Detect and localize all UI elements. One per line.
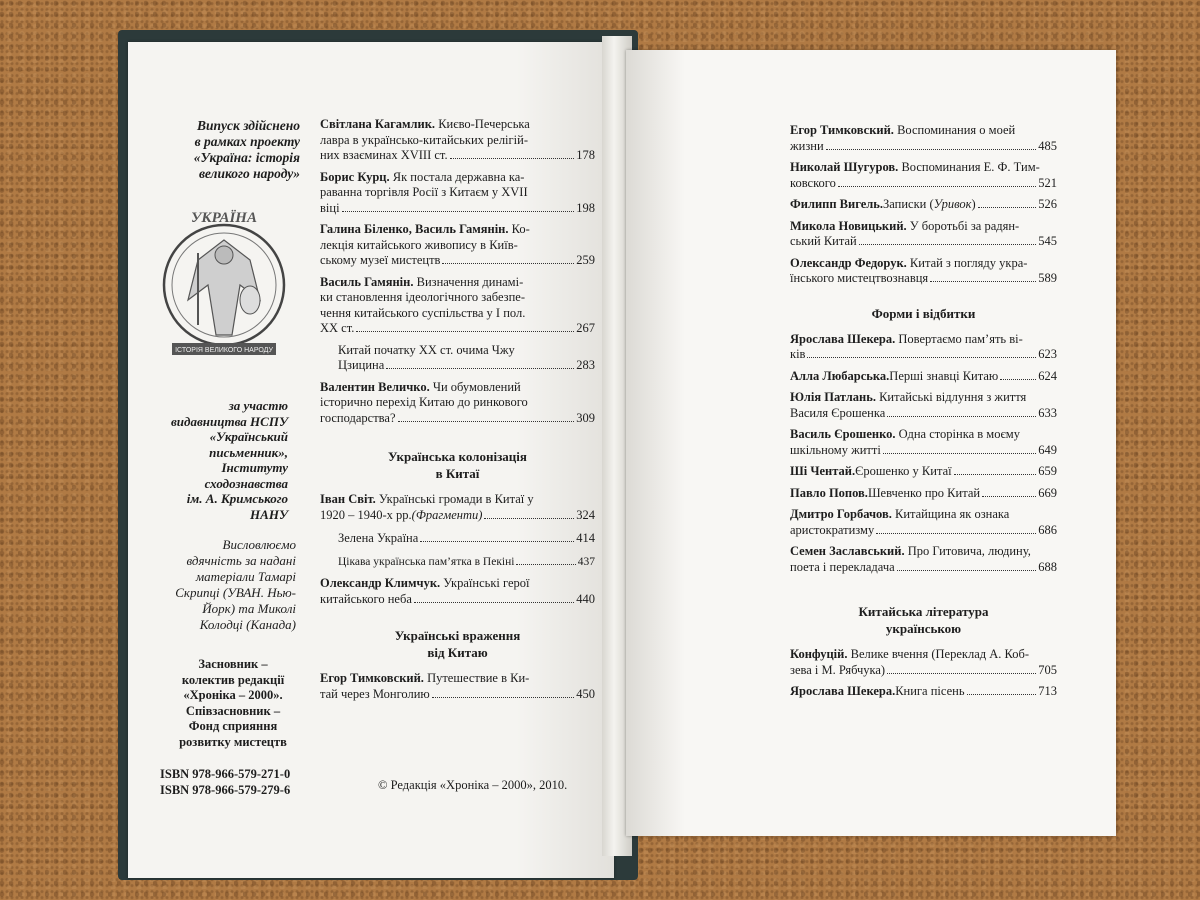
toc-entry: [320, 531, 595, 547]
leader-dots: [826, 149, 1037, 150]
toc-entry: [320, 343, 595, 374]
toc-author: Конфуцій.: [790, 647, 848, 661]
toc-right-page: [790, 123, 1057, 706]
partners-line: сходознавства: [204, 475, 288, 491]
toc-entry: [790, 647, 1057, 678]
toc-title: У боротьбі за радян-: [906, 218, 1020, 233]
toc-author: Дмитро Горбачов.: [790, 507, 892, 521]
partners-line: Інституту: [221, 460, 288, 475]
toc-page-number: 309: [576, 410, 595, 425]
toc-title-italic: (Фрагменти): [411, 507, 483, 522]
leader-dots: [414, 602, 574, 603]
toc-title: Велике вчення (Переклад А. Коб-: [847, 647, 1030, 661]
toc-title-line: раванна торгівля Росії з Китаєм у XVII: [320, 185, 528, 199]
toc-entry: [320, 576, 595, 607]
toc-page-number: 624: [1038, 368, 1057, 383]
toc-page-number: 545: [1038, 234, 1057, 248]
leader-dots: [342, 211, 575, 212]
toc-page-number: 324: [576, 507, 595, 522]
section-title-line: Китайська література: [858, 604, 989, 619]
toc-title: Книга пісень: [895, 684, 965, 698]
toc-entry: [790, 197, 1057, 213]
toc-page-number: 437: [577, 555, 595, 568]
toc-entry: [320, 170, 595, 217]
toc-title: Києво-Печерська: [435, 117, 530, 131]
toc-page-number: 623: [1038, 347, 1057, 361]
copyright-notice: © Редакція «Хроніка – 2000», 2010.: [378, 778, 568, 792]
leader-dots: [967, 694, 1037, 695]
acknowledgement-line: Скрипці (УВАН. Нью-: [175, 585, 296, 600]
toc-entry: [790, 684, 1057, 700]
acknowledgement-line: вдячність за надані: [186, 553, 296, 568]
toc-title: Про Гитовича, людину,: [904, 544, 1031, 558]
founder-line: Співзасновник –: [185, 703, 281, 718]
acknowledgement-line: Колодці (Канада): [199, 617, 296, 632]
toc-title-line: ків: [790, 347, 806, 361]
leader-dots: [450, 158, 575, 159]
toc-title-line: шкільному житті: [790, 442, 881, 457]
toc-page-number: 669: [1038, 485, 1057, 500]
toc-title: Воспоминания о моей: [893, 123, 1016, 137]
partners-line: «Український: [209, 429, 288, 444]
leader-dots: [432, 697, 575, 698]
leader-dots: [887, 416, 1036, 417]
toc-entry: [790, 544, 1057, 575]
toc-author: Ші Чентай.: [790, 464, 856, 478]
toc-page-number: 198: [576, 200, 595, 215]
toc-page-number: 440: [576, 591, 595, 606]
toc-entry: [320, 222, 595, 269]
partners-line: письменник»,: [209, 444, 288, 460]
leader-dots: [484, 518, 574, 519]
toc-author: Борис Курц.: [320, 169, 390, 184]
partners-line: НАНУ: [250, 506, 288, 522]
leader-dots: [883, 453, 1036, 454]
imprint-line: «Україна: історія: [193, 150, 300, 165]
toc-title-line: ки становлення ідеологічного забезпе-: [320, 290, 526, 304]
toc-author: Филипп Вигель.: [790, 197, 884, 211]
toc-title: Єрошенко у Китаї: [855, 464, 952, 478]
toc-title-line: віці: [320, 200, 340, 215]
leader-dots: [897, 570, 1037, 571]
leader-dots: [887, 673, 1036, 674]
toc-title: Китайщина як ознака: [891, 507, 1010, 521]
leader-dots: [356, 331, 574, 332]
toc-author: Іван Світ.: [320, 492, 376, 506]
toc-page-number: 688: [1038, 559, 1057, 574]
leader-dots: [442, 263, 574, 264]
toc-author: Ярослава Шекера.: [790, 684, 896, 698]
toc-title-line: жизни: [790, 138, 824, 153]
toc-author: Николай Шугуров.: [790, 160, 899, 174]
leader-dots: [978, 207, 1037, 208]
toc-entry: [790, 390, 1057, 421]
toc-title: Китайські відлуння з життя: [875, 390, 1027, 404]
toc-title-line: чення китайського суспільства у І пол.: [320, 305, 526, 320]
section-title-line: українською: [885, 621, 962, 636]
toc-page-number: 414: [576, 531, 595, 545]
imprint-line: великого народу»: [199, 166, 300, 181]
toc-entry: [790, 256, 1057, 287]
leader-dots: [398, 421, 575, 422]
project-imprint: [140, 118, 300, 182]
toc-title-line: XX ст.: [320, 321, 355, 335]
toc-left-page: [320, 117, 595, 708]
toc-page-number: 450: [576, 686, 595, 701]
toc-title: Українські герої: [440, 576, 530, 590]
toc-title: ): [971, 197, 976, 211]
toc-entry: [320, 555, 595, 571]
toc-title-line: господарства?: [320, 410, 396, 425]
toc-title: Українські громади в Китаї у: [375, 492, 534, 506]
section-title-line: в Китаї: [435, 466, 480, 481]
founder-block: [160, 657, 306, 750]
leader-dots: [807, 357, 1036, 358]
toc-page-number: 485: [1038, 138, 1057, 153]
acknowledgement-line: матеріали Тамарі: [195, 569, 296, 584]
toc-title-line: їнського мистецтвознавця: [790, 271, 929, 285]
leader-dots: [876, 533, 1036, 534]
toc-page-number: 259: [576, 253, 595, 267]
toc-title-line: Цзицина: [338, 358, 385, 372]
imprint-line: Випуск здійснено: [197, 118, 300, 133]
toc-entry: [790, 427, 1057, 458]
toc-entry: [790, 332, 1057, 363]
toc-author: Світлана Кагамлик.: [320, 117, 436, 131]
toc-title-line: китайського неба: [320, 591, 412, 606]
leader-dots: [1000, 379, 1036, 380]
toc-title-line: ському музеї мистецтв: [320, 253, 441, 267]
toc-title-line: ський Китай: [790, 234, 857, 248]
toc-title: Ко-: [508, 222, 530, 236]
toc-author: Галина Біленко, Василь Гамянін.: [320, 222, 509, 236]
project-emblem-icon: [158, 205, 290, 360]
isbn-number: ISBN 978-966-579-271-0: [160, 767, 291, 781]
acknowledgement-line: Висловлюємо: [222, 537, 296, 552]
toc-title: Китай початку XX ст. очима Чжу: [338, 342, 515, 357]
toc-page-number: 659: [1038, 464, 1057, 478]
section-title-line: від Китаю: [427, 645, 488, 660]
imprint-block: [140, 118, 300, 182]
section-title-line: Українська колонізація: [388, 449, 527, 464]
toc-entry: [790, 486, 1057, 502]
toc-author: Василь Єрошенко.: [790, 427, 896, 441]
partners-block: [148, 398, 288, 522]
toc-section-title: Форми і відбитки: [871, 305, 976, 321]
leader-dots: [516, 564, 575, 565]
toc-entry: [790, 123, 1057, 154]
toc-entry: [320, 117, 595, 164]
toc-title: Як постала державна ка-: [389, 169, 525, 184]
leader-dots: [982, 496, 1036, 497]
imprint-line: в рамках проекту: [194, 134, 300, 149]
toc-author: Василь Гамянін.: [320, 274, 414, 289]
toc-entry: [790, 160, 1057, 191]
toc-title: Китай з погляду укра-: [906, 255, 1028, 270]
founder-line: Фонд сприяння: [188, 719, 278, 733]
toc-title: Повертаємо пам’ять ві-: [895, 331, 1023, 346]
emblem-ring-text: ІСТОРІЯ ВЕЛИКОГО НАРОДУ: [175, 347, 273, 354]
acknowledgement-block: [148, 537, 296, 633]
toc-page-number: 649: [1038, 442, 1057, 457]
toc-title-line: лекція китайського живопису в Київ-: [320, 237, 518, 252]
toc-page-number: 713: [1038, 684, 1057, 698]
toc-author: Павло Попов.: [790, 485, 868, 500]
toc-page-number: 526: [1038, 197, 1057, 211]
toc-title-italic: Уривок: [933, 197, 972, 211]
leader-dots: [386, 368, 574, 369]
emblem-title: УКРАЇНА: [191, 210, 257, 226]
toc-title: Шевченко про Китай: [867, 485, 981, 500]
toc-entry: [320, 380, 595, 427]
toc-title: Чи обумовлений: [429, 379, 521, 394]
toc-section-title: [790, 603, 1057, 637]
founder-line: Засновник –: [198, 657, 268, 671]
toc-title-line: Зелена Україна: [338, 531, 419, 545]
toc-entry: [790, 369, 1057, 385]
toc-page-number: 686: [1038, 522, 1057, 537]
toc-title: Записки (: [883, 197, 934, 211]
toc-author: Ярослава Шекера.: [790, 331, 896, 346]
toc-title-line: Василя Єрошенка: [790, 405, 886, 420]
founder-line: розвитку мистецтв: [179, 734, 287, 749]
toc-page-number: 178: [576, 148, 595, 162]
isbn-number: ISBN 978-966-579-279-6: [160, 783, 291, 797]
toc-title-line: історично перехід Китаю до ринкового: [320, 395, 528, 409]
toc-title: Путешествие в Ки-: [423, 671, 530, 685]
leader-dots: [420, 541, 574, 542]
partners-line: за участю: [228, 398, 288, 413]
toc-title-line: поета і перекладача: [790, 559, 895, 574]
toc-page-number: 633: [1038, 405, 1057, 420]
acknowledgement-line: Йорк) та Миколі: [202, 601, 296, 616]
toc-page-number: 267: [576, 321, 595, 335]
toc-page-number: 705: [1038, 662, 1057, 677]
toc-section-title: [320, 627, 595, 661]
toc-title: Воспоминания Е. Ф. Тим-: [898, 160, 1040, 174]
toc-title-line: них взаєминах XVIII ст.: [320, 148, 448, 162]
toc-page-number: 589: [1038, 271, 1057, 285]
toc-author: Валентин Величко.: [320, 379, 430, 394]
toc-title-line: лавра в українсько-китайських релігій-: [320, 132, 528, 147]
toc-title: Визначення динамі-: [413, 274, 524, 289]
leader-dots: [954, 474, 1037, 475]
toc-entry: [790, 219, 1057, 250]
toc-entry: [320, 492, 595, 523]
toc-author: Семен Заславський.: [790, 544, 905, 558]
toc-author: Алла Любарська.: [790, 368, 890, 383]
section-title-line: Українські враження: [394, 628, 521, 643]
leader-dots: [838, 186, 1036, 187]
leader-dots: [859, 244, 1037, 245]
partners-line: видавництва НСПУ: [171, 413, 288, 429]
partners-line: ім. А. Кримського: [186, 491, 288, 506]
toc-title-line: зева і М. Рябчука): [790, 662, 886, 677]
toc-entry: [790, 464, 1057, 480]
toc-title: Одна сторінка в моєму: [895, 427, 1020, 441]
toc-author: Олександр Климчук.: [320, 576, 441, 590]
toc-author: Юлія Патлань.: [790, 390, 876, 404]
toc-author: Олександр Федорук.: [790, 255, 907, 270]
toc-title-line: Цікава українська пам’ятка в Пекіні: [338, 555, 515, 568]
toc-author: Егор Тимковский.: [320, 671, 424, 685]
toc-title: Перші знавці Китаю: [889, 368, 999, 383]
toc-page-number: 283: [576, 358, 595, 372]
toc-title-line: 1920 – 1940-х рр.: [320, 507, 412, 522]
toc-author: Микола Новицький.: [790, 218, 907, 233]
founder-line: «Хроніка – 2000».: [183, 688, 283, 702]
toc-title-line: тай через Монголию: [320, 686, 430, 701]
toc-title-line: аристократизму: [790, 522, 875, 537]
toc-author: Егор Тимковский.: [790, 123, 894, 137]
isbn-block: [160, 766, 320, 798]
toc-page-number: 521: [1038, 175, 1057, 190]
toc-title-line: ковского: [790, 175, 836, 190]
leader-dots: [930, 281, 1036, 282]
toc-entry: [320, 671, 595, 702]
toc-entry: [790, 507, 1057, 538]
toc-entry: [320, 275, 595, 337]
toc-section-title: [320, 448, 595, 482]
founder-line: колектив редакції: [181, 672, 285, 687]
